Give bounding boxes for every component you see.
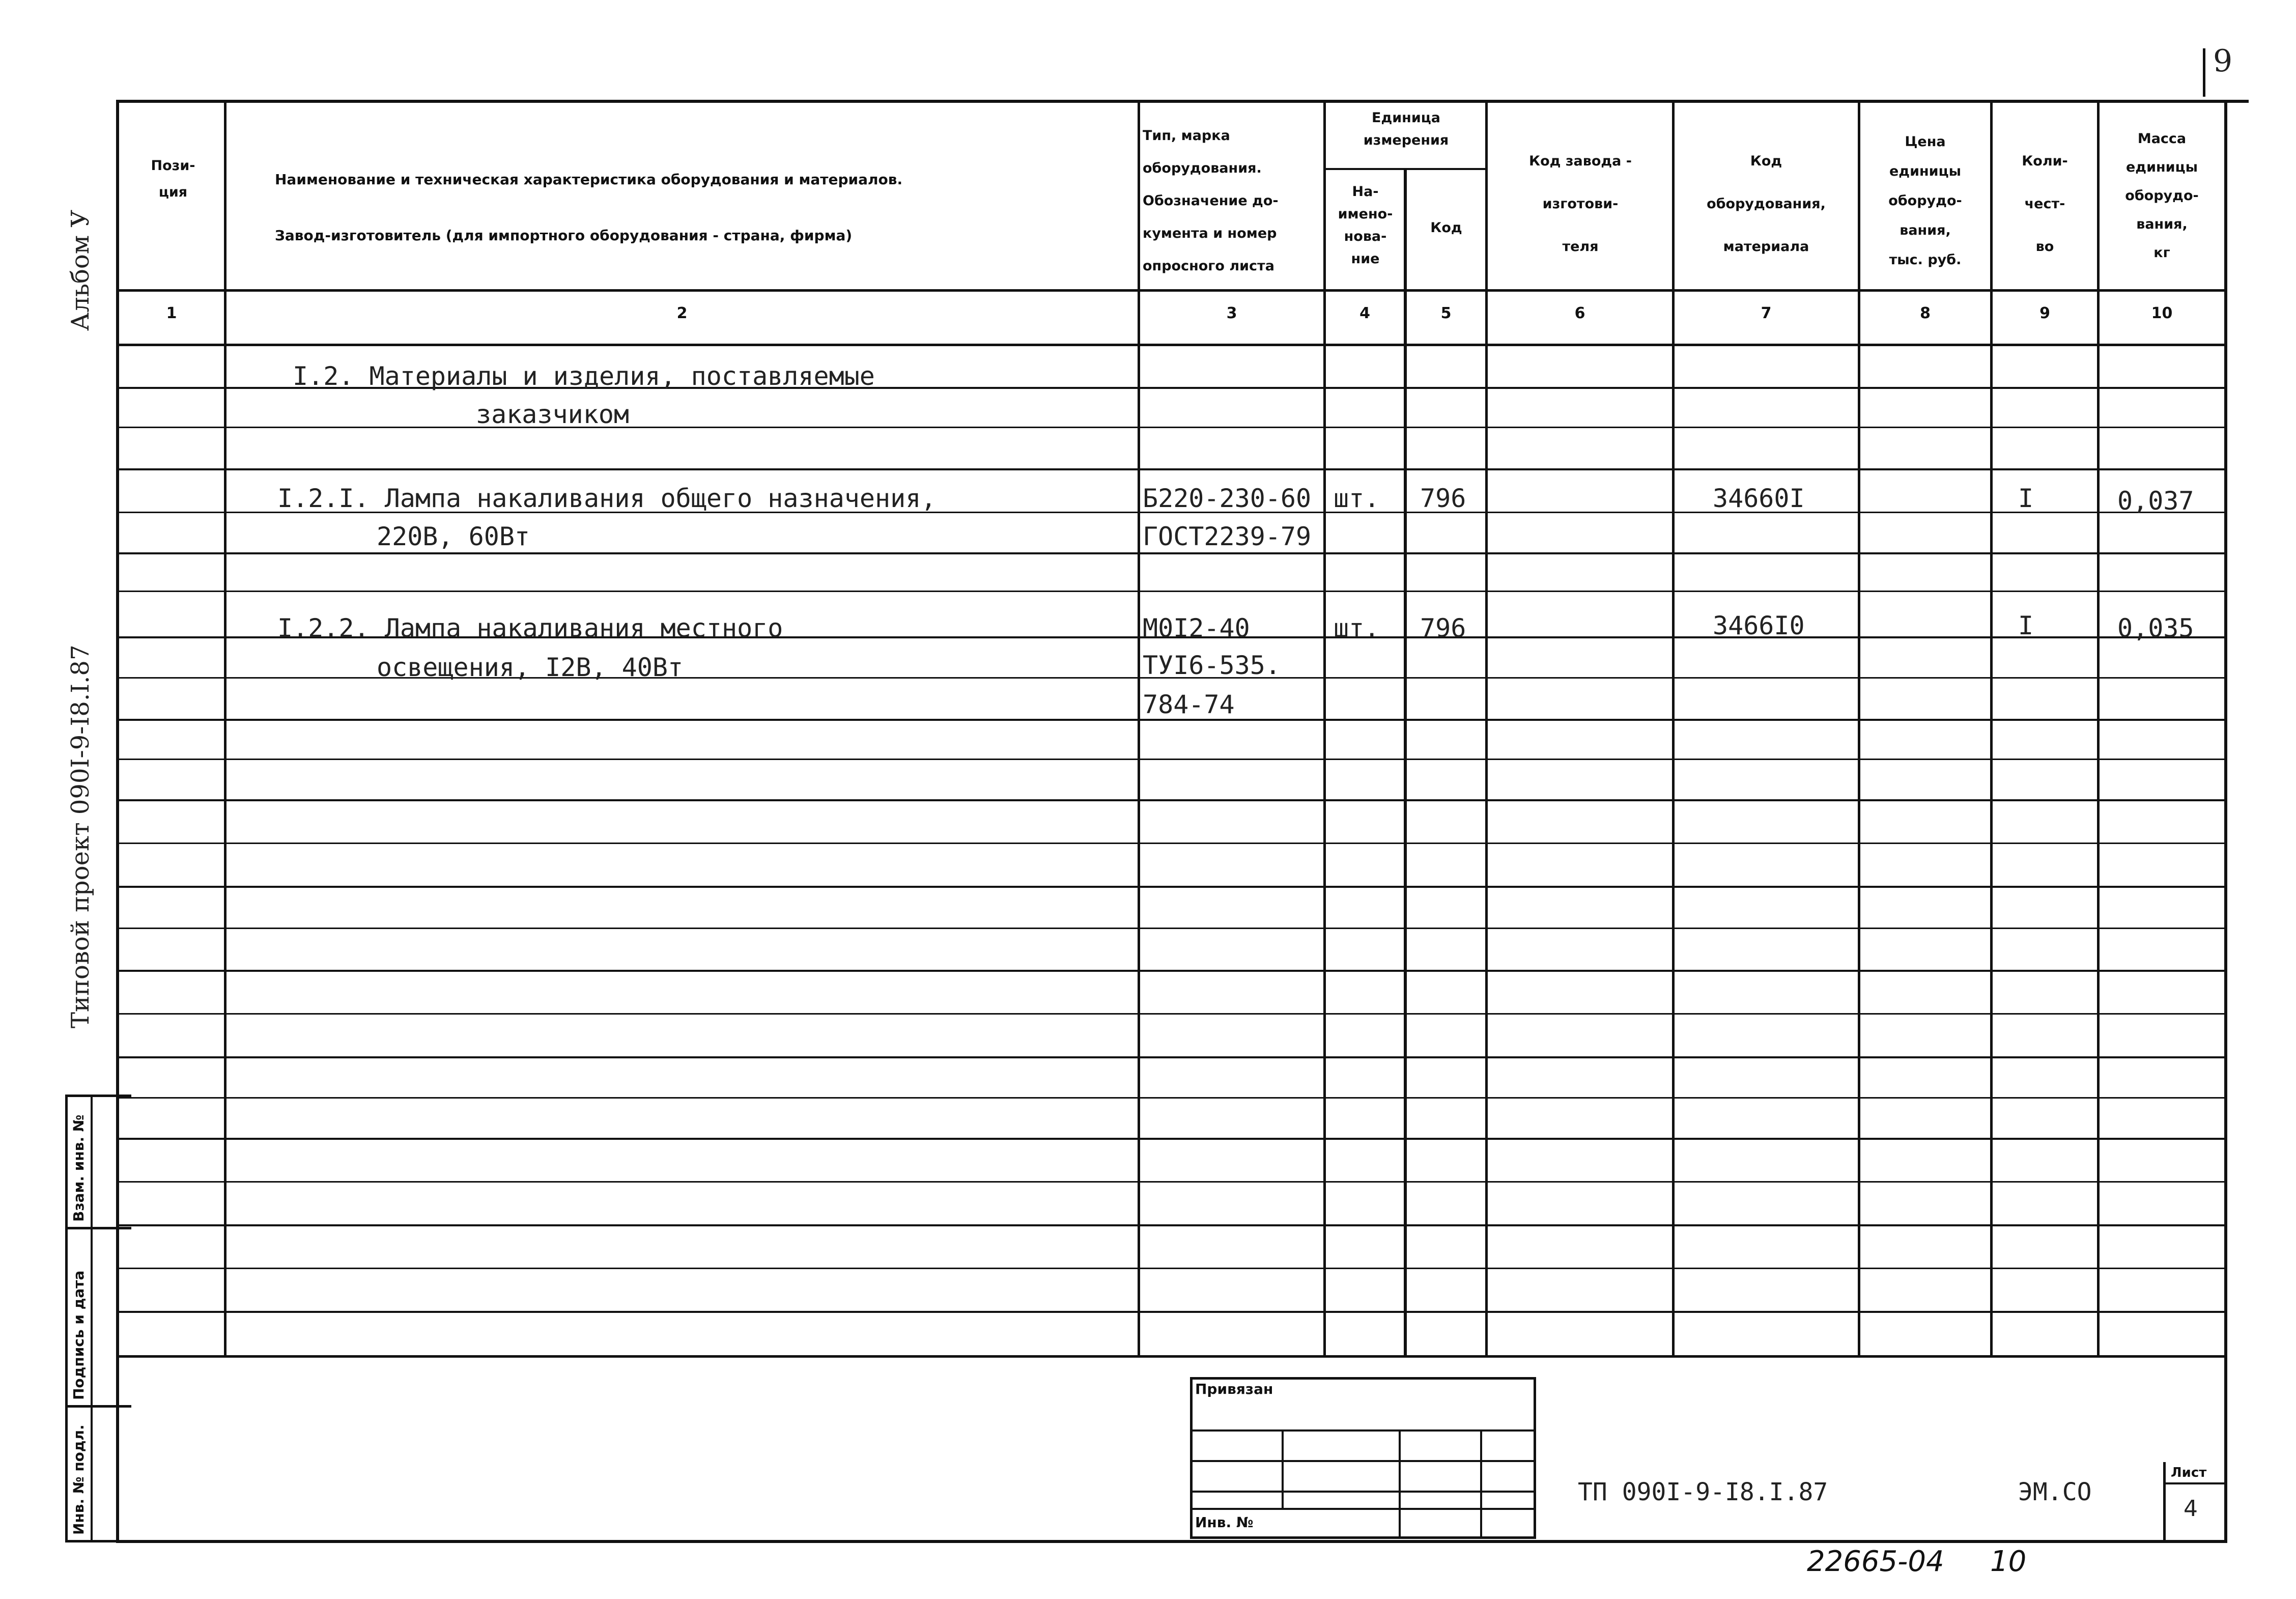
row-line [119, 1311, 2224, 1313]
row3-material-code: 3466I0 [1713, 611, 1805, 640]
doc-mark: ЭМ.СО [2018, 1478, 2092, 1506]
row-line [119, 759, 2224, 760]
frame-top [116, 100, 2249, 103]
row-line [119, 591, 2224, 592]
row-line [119, 970, 2224, 972]
colnum-4: 4 [1359, 304, 1370, 322]
page-number-tick [2203, 48, 2205, 97]
row3-mass: 0,035 [2117, 613, 2194, 643]
row3-qty: I [2018, 611, 2034, 640]
row2-material-code: 34660I [1713, 484, 1805, 513]
colnum-9: 9 [2039, 304, 2050, 322]
row-line [119, 468, 2224, 470]
doc-code: ТП 090I-9-I8.I.87 [1578, 1478, 1828, 1506]
bound-label: Привязан [1195, 1381, 1273, 1397]
inv-label: Инв. № [1195, 1514, 1254, 1531]
row2-mass: 0,037 [2117, 486, 2194, 516]
title-block-top [116, 1355, 2227, 1358]
stamp-inv-original: Инв. № подл. [70, 1424, 87, 1535]
row2-type-1: Б220-230-60 [1143, 484, 1312, 513]
page-number: 9 [2213, 43, 2233, 79]
header-col10: Масса единицы оборудо- вания, кг [2125, 131, 2199, 261]
colnum-6: 6 [1574, 304, 1585, 322]
row2-name2: 220В, 60Вт [377, 522, 530, 551]
row-line [119, 1181, 2224, 1183]
stamp-border [65, 1095, 68, 1542]
stamp-signature-date: Подпись и дата [70, 1270, 87, 1400]
row-line [119, 886, 2224, 888]
row3-type-1: М0I2-40 [1143, 613, 1250, 643]
row2-unit-code: 796 [1420, 484, 1466, 513]
row-line [119, 928, 2224, 929]
header-col3: Тип, марка оборудования. Обозначение до- кумента и номер опросного листа [1143, 128, 1279, 274]
footer-page: 10 [1990, 1545, 2027, 1578]
row1-name: I.2. Материалы и изделия, поставляемые [293, 361, 875, 391]
row-line [119, 1013, 2224, 1015]
header-col1: Пози- ция [151, 158, 195, 200]
sheet-label: Лист [2171, 1465, 2207, 1480]
row-line [119, 1224, 2224, 1226]
colnum-divider [116, 344, 2227, 346]
header-divider [116, 289, 2227, 292]
row3-name2: освещения, I2В, 40Вт [377, 653, 684, 682]
header-col9: Коли- чест- во [2022, 153, 2068, 255]
row2-name: I.2.I. Лампа накаливания общего назначения, [277, 484, 937, 513]
row-line [119, 843, 2224, 844]
header-col6: Код завода - изготови- теля [1529, 153, 1632, 255]
header-col5: Код [1430, 220, 1462, 236]
row3-type-3: 784-74 [1143, 690, 1235, 719]
row3-name: I.2.2. Лампа накаливания местного [277, 613, 783, 643]
row2-type-2: ГОСТ2239-79 [1143, 522, 1312, 551]
row-line [119, 1138, 2224, 1140]
archive-number: 22665-04 [1807, 1545, 1944, 1578]
row-line [119, 1056, 2224, 1058]
colnum-1: 1 [166, 304, 177, 322]
header-col2: Наименование и техническая характеристика оборудования и материалов. Завод-изготовитель (для импортного оборудования - страна, фирма) [275, 171, 903, 244]
row-line [119, 427, 2224, 428]
header-col45-top: Единица измерения [1363, 110, 1449, 148]
row2-qty: I [2018, 484, 2034, 513]
row-line [119, 799, 2224, 801]
colnum-7: 7 [1761, 304, 1772, 322]
row3-type-2: ТУI6-535. [1143, 651, 1281, 680]
header-col4: На- имено- нова- ние [1338, 184, 1393, 267]
header-col8: Цена единицы оборудо- вания, тыс. руб. [1888, 134, 1962, 268]
row3-unit-code: 796 [1420, 613, 1466, 643]
project-label: Типовой проект 090I-9-I8.I.87 [66, 644, 95, 1028]
colnum-5: 5 [1440, 304, 1452, 322]
colnum-8: 8 [1920, 304, 1931, 322]
row2-unit: шт. [1334, 484, 1380, 513]
frame-right [2224, 100, 2227, 1543]
colnum-10: 10 [2151, 304, 2173, 322]
header-col7: Код оборудования, материала [1707, 153, 1826, 255]
sheet-number: 4 [2184, 1496, 2198, 1522]
row-line [119, 1097, 2224, 1099]
row-line [119, 1268, 2224, 1269]
row-line [119, 552, 2224, 554]
row3-unit: шт. [1334, 613, 1380, 643]
stamp-inv-replace: Взам. инв. № [70, 1114, 87, 1222]
frame-bottom [116, 1540, 2227, 1543]
album-label: Альбом У [66, 209, 95, 331]
row1-name2: заказчиком [476, 400, 630, 429]
colnum-2: 2 [676, 304, 688, 322]
colnum-3: 3 [1226, 304, 1237, 322]
